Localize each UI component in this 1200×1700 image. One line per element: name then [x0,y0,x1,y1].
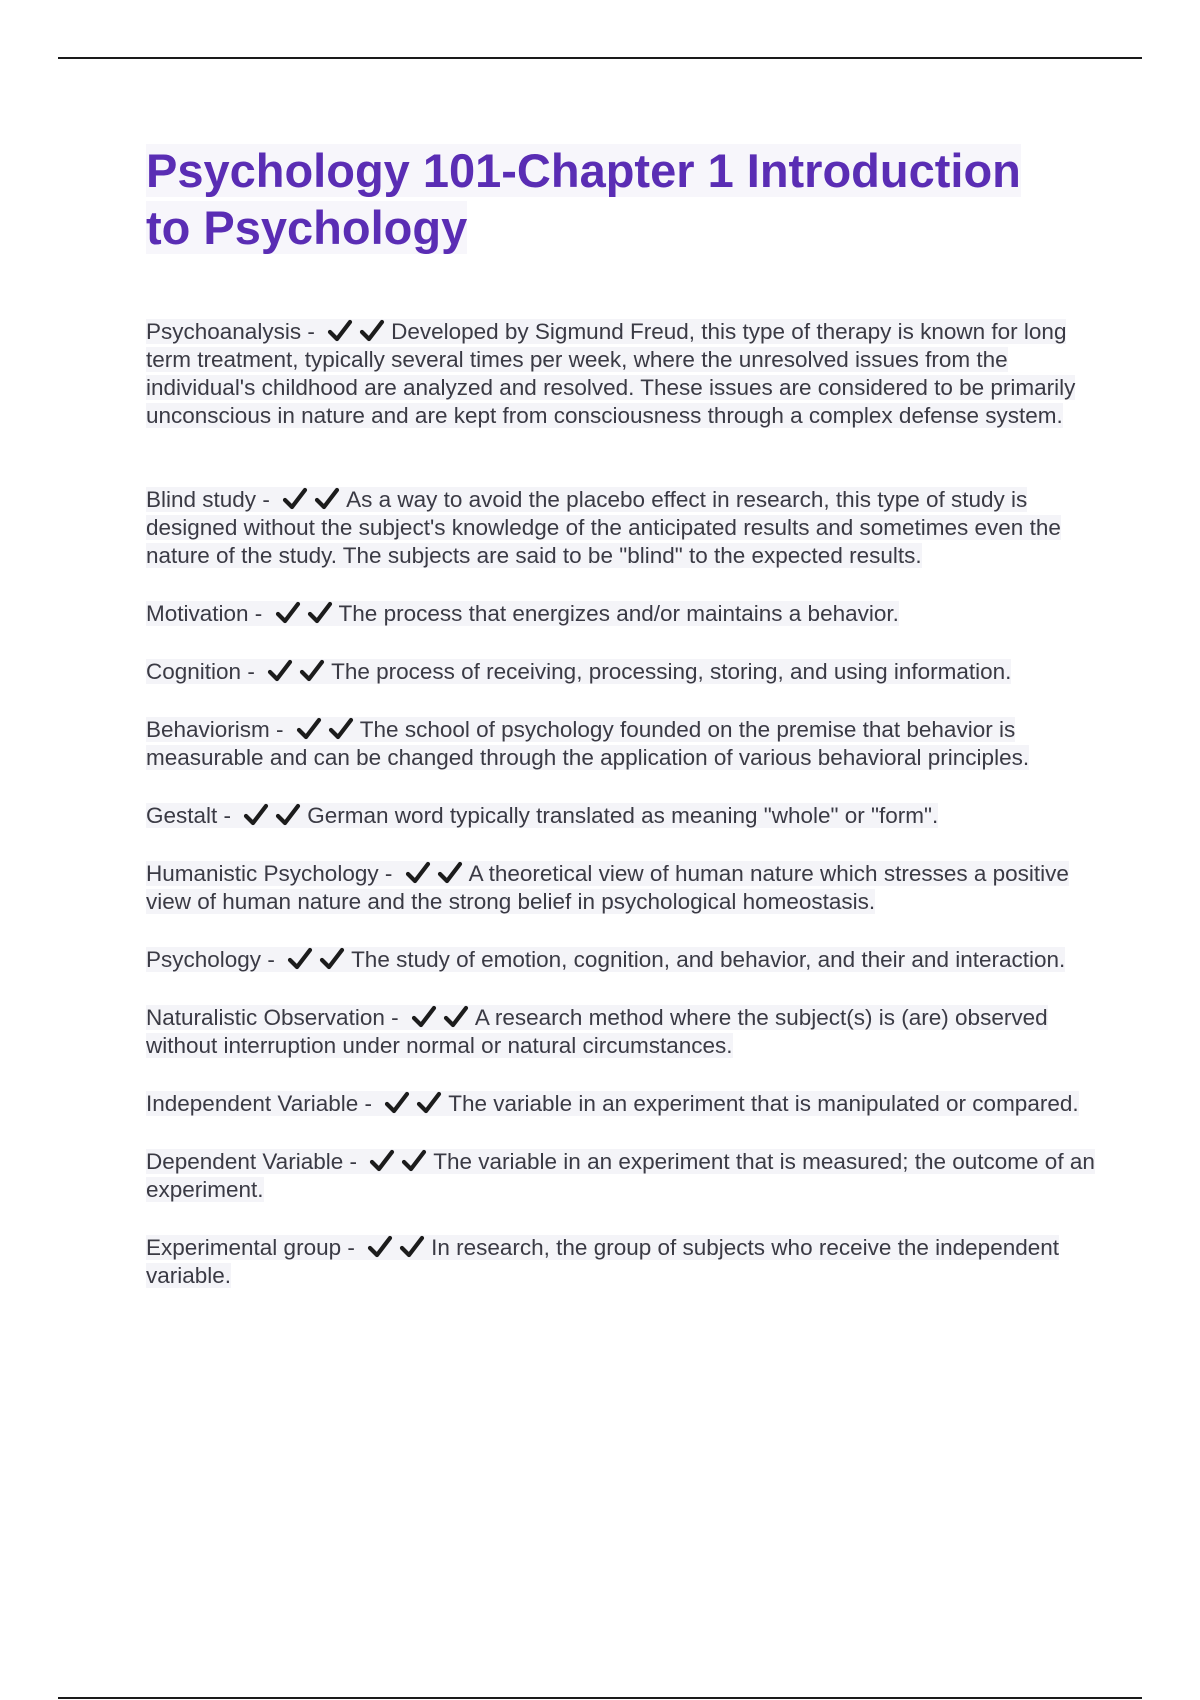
list-item [146,802,1096,830]
document-body [146,142,1096,1290]
check-icon [416,1091,442,1115]
check-icon [384,1091,410,1115]
list-item [146,1148,1096,1204]
entry-term: Psychology [146,947,262,972]
list-item [146,658,1096,686]
check-icon [401,1149,427,1173]
entry-term: Psychoanalysis [146,319,302,344]
entry-term: Motivation [146,601,249,626]
entry-term: Experimental group [146,1235,342,1260]
entry-definition: German word typically translated as meaning "whole" or "form". [307,803,939,828]
bottom-rule [58,1697,1142,1699]
entry-separator: - [341,1235,362,1260]
title-block [146,142,1076,256]
check-icon [411,1005,437,1029]
entry-term: Humanistic Psychology [146,861,379,886]
check-icon [437,861,463,885]
entry-separator: - [269,717,290,742]
check-icon [327,319,353,343]
list-item [146,860,1096,916]
entry-separator: - [358,1091,379,1116]
entry-definition: The process that energizes and/or maintains a behavior. [338,601,899,626]
check-icon [319,947,345,971]
list-item [146,1234,1096,1290]
check-icon [328,717,354,741]
check-icon [307,601,333,625]
entry-term: Dependent Variable [146,1149,344,1174]
check-icon [282,487,308,511]
entry-term: Gestalt [146,803,218,828]
list-item [146,600,1096,628]
entry-separator: - [301,319,322,344]
entry-separator: - [256,487,277,512]
entry-separator: - [343,1149,364,1174]
list-item [146,318,1096,430]
check-icon [359,319,385,343]
list-item [146,946,1096,974]
list-item [146,1090,1096,1118]
check-icon [275,803,301,827]
check-icon [443,1005,469,1029]
entry-term: Blind study [146,487,257,512]
entry-definition: Developed by Sigmund Freud, this type of therapy is known for long term treatment, typically several times per week, where the unresolved issues from the individual's childhood are analyzed and resolved. These issues are considered to be primarily unconscious in nature and are kept from consciousness through a complex defense system. [146,319,1076,428]
check-icon [267,659,293,683]
entry-definition: In research, the group of subjects who receive the independent variable. [146,1235,1060,1288]
entry-term: Naturalistic Observation [146,1005,385,1030]
check-icon [314,487,340,511]
check-icon [367,1235,393,1259]
entry-separator: - [241,659,262,684]
check-icon [275,601,301,625]
entry-definition: A theoretical view of human nature which stresses a positive view of human nature and the strong belief in psychological homeostasis. [146,861,1069,914]
flashcard-list [146,318,1096,1290]
entry-separator: - [378,861,399,886]
entry-definition: The variable in an experiment that is manipulated or compared. [448,1091,1079,1116]
check-icon [299,659,325,683]
entry-separator: - [217,803,238,828]
check-icon [243,803,269,827]
check-icon [399,1235,425,1259]
document-title: Psychology 101-Chapter 1 Introduction to Psychology [146,144,1021,254]
entry-term: Cognition [146,659,242,684]
entry-definition: As a way to avoid the placebo effect in research, this type of study is designed without the subject's knowledge of the anticipated results and sometimes even the nature of the study. The subjects are said to be "blind" to the expected results. [146,487,1061,568]
entry-separator: - [248,601,269,626]
list-item [146,486,1096,570]
entry-definition: The process of receiving, processing, storing, and using information. [331,659,1012,684]
check-icon [296,717,322,741]
list-item [146,1004,1096,1060]
entry-definition: The study of emotion, cognition, and behavior, and their and interaction. [351,947,1066,972]
entry-definition: The school of psychology founded on the premise that behavior is measurable and can be changed through the application of various behavioral principles. [146,717,1030,770]
entry-definition: A research method where the subject(s) is (are) observed without interruption under normal or natural circumstances. [146,1005,1048,1058]
list-item [146,716,1096,772]
entry-separator: - [261,947,282,972]
check-icon [405,861,431,885]
top-rule [58,57,1142,59]
check-icon [369,1149,395,1173]
entry-separator: - [384,1005,405,1030]
check-icon [287,947,313,971]
entry-term: Independent Variable [146,1091,359,1116]
entry-definition: The variable in an experiment that is measured; the outcome of an experiment. [146,1149,1095,1202]
entry-term: Behaviorism [146,717,270,742]
